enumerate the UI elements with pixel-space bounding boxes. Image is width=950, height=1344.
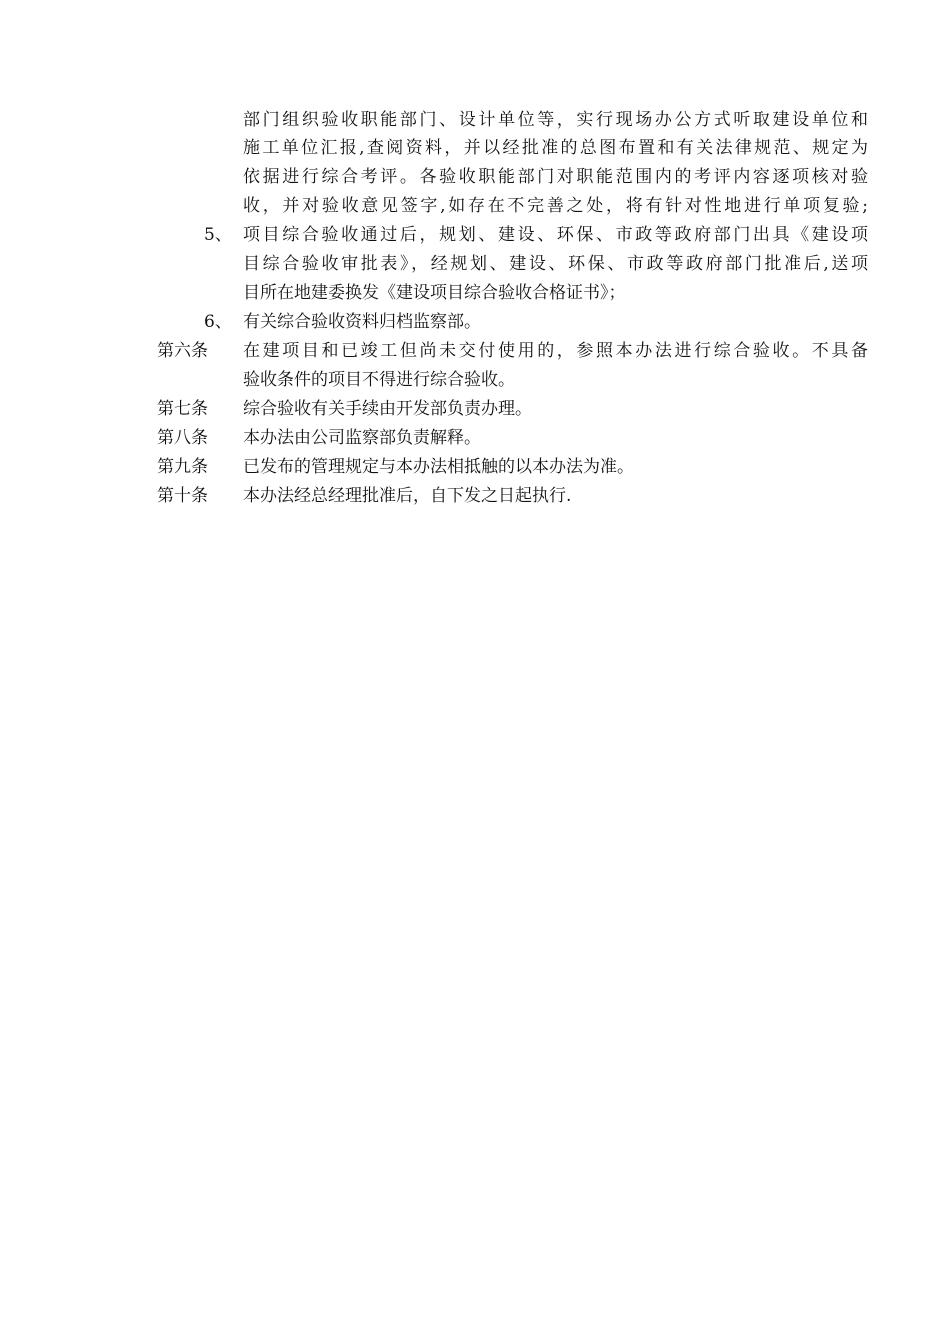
continuation-line-2: 施工单位汇报,查阅资料，并以经批准的总图布置和有关法律规范、规定为 — [243, 138, 868, 158]
continuation-line-4: 收，并对验收意见签字,如存在不完善之处，将有针对性地进行单项复验; — [243, 196, 868, 216]
item-6-line-1: 有关综合验收资料归档监察部。 — [243, 312, 481, 332]
item-5-line-2: 目综合验收审批表》，经规划、建设、环保、市政等政府部门批准后,送项 — [243, 254, 868, 274]
item-6-number: 6、 — [204, 312, 232, 332]
item-5-number: 5、 — [204, 225, 232, 245]
article-10-line-1: 本办法经总经理批准后，自下发之日起执行. — [243, 486, 572, 506]
article-6-label: 第六条 — [157, 341, 208, 361]
article-7-label: 第七条 — [157, 399, 208, 419]
article-9-label: 第九条 — [157, 457, 208, 477]
article-8-line-1: 本办法由公司监察部负责解释。 — [243, 428, 481, 448]
item-5-line-3: 目所在地建委换发《建设项目综合验收合格证书》； — [243, 283, 626, 303]
article-6-line-1: 在建项目和已竣工但尚未交付使用的，参照本办法进行综合验收。不具备 — [243, 341, 868, 361]
article-9-line-1: 已发布的管理规定与本办法相抵触的以本办法为准。 — [243, 457, 634, 477]
article-10-label: 第十条 — [157, 486, 208, 506]
continuation-line-3: 依据进行综合考评。各验收职能部门对职能范围内的考评内容逐项核对验 — [243, 167, 868, 187]
article-7-line-1: 综合验收有关手续由开发部负责办理。 — [243, 399, 532, 419]
article-6-line-2: 验收条件的项目不得进行综合验收。 — [243, 370, 515, 390]
article-8-label: 第八条 — [157, 428, 208, 448]
item-5-line-1: 项目综合验收通过后，规划、建设、环保、市政等政府部门出具《建设项 — [243, 225, 868, 245]
continuation-line-1: 部门组织验收职能部门、设计单位等，实行现场办公方式听取建设单位和 — [243, 110, 868, 130]
